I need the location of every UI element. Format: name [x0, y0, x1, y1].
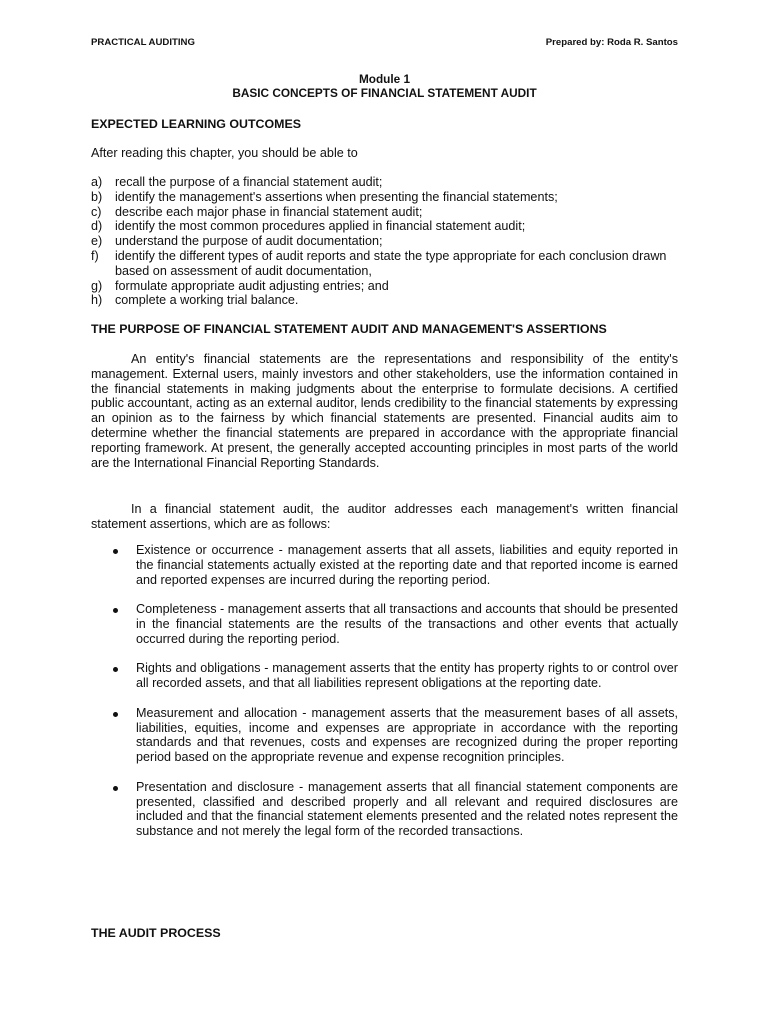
bullet-icon: [91, 602, 136, 646]
item-marker: d): [91, 219, 103, 234]
assertion-text: Existence or occurrence - management asserts that all assets, liabilities and equity reported in the financial statements actually existed at the reporting date and that reported income is earned and reported expenses are incurred during the reporting period.: [136, 543, 678, 587]
list-item: [91, 543, 678, 587]
item-marker: c): [91, 204, 102, 219]
item-text: recall the purpose of a financial statement audit;: [115, 175, 383, 189]
author-credit: Prepared by: Roda R. Santos: [545, 37, 678, 48]
list-item: [91, 279, 678, 294]
outcomes-intro: After reading this chapter, you should be able to: [91, 146, 358, 160]
item-text: understand the purpose of audit documentation;: [115, 234, 383, 249]
assertion-text: Completeness - management asserts that all transactions and accounts that should be presented in the financial statements are the results of the transactions and other events that actually occurred during the reporting period.: [136, 602, 678, 646]
module-number: Module 1: [358, 72, 411, 86]
list-item: [91, 602, 678, 646]
item-text: identify the most common procedures applied in financial statement audit;: [115, 219, 526, 234]
item-marker: f): [91, 248, 99, 263]
bullet-icon: [91, 661, 136, 691]
list-item: [91, 190, 678, 205]
list-item: [91, 219, 678, 234]
item-text: identify the management's assertions when presenting the financial statements;: [115, 189, 558, 204]
purpose-heading: THE PURPOSE OF FINANCIAL STATEMENT AUDIT AND MANAGEMENT'S ASSERTIONS: [91, 322, 607, 336]
item-marker: g): [91, 278, 103, 293]
bullet-icon: [91, 543, 136, 587]
bullet-icon: [91, 780, 136, 839]
list-item: [91, 175, 678, 190]
list-item: [91, 249, 678, 279]
list-item: [91, 205, 678, 220]
assertions-list: [91, 543, 678, 854]
assertion-text: Presentation and disclosure - management asserts that all financial statement components are presented, classified and described properly and all relevant and required disclosures are included and that the financial statement elements presented and the related notes represent the substance and not merely the legal form of the recorded transactions.: [136, 779, 678, 839]
assertion-text: Measurement and allocation - management asserts that the measurement bases of all assets, liabilities, equities, income and expenses are appropriate in accordance with the reporting standards and that revenues, costs and expenses are recognized during the proper reporting period based on the appropriate revenue and expense recognition principles.: [136, 705, 678, 765]
item-marker: h): [91, 293, 103, 308]
item-text: identify the different types of audit reports and state the type appropriate for each conclusion drawn based on assessment of audit documentation,: [115, 248, 667, 278]
module-title: BASIC CONCEPTS OF FINANCIAL STATEMENT AUDIT: [232, 86, 537, 100]
assertion-text: Rights and obligations - management asserts that the entity has property rights to or control over all recorded assets, and that all liabilities represent obligations at the reporting date.: [136, 661, 678, 691]
purpose-paragraph-1: An entity's financial statements are the representations and responsibility of the entity's management. External users, mainly investors and other stakeholders, use the information contained in the financial statements in making judgments about the enterprise to formulate decisions. A certified public accountant, acting as an external auditor, lends credibility to the financial statements by expressing an opinion as to the fairness by which financial statements are presented. Financial audits aim to determine whether the financial statements are prepared in accordance with the appropriate financial reporting framework. At present, the generally accepted accounting principles in most parts of the world are the International Financial Reporting Standards.: [91, 352, 678, 470]
purpose-paragraph-2: In a financial statement audit, the auditor addresses each management's written financial statement assertions, which are as follows:: [91, 502, 678, 531]
module-title-block: [91, 72, 678, 100]
item-text: complete a working trial balance.: [115, 293, 299, 308]
list-item: [91, 234, 678, 249]
outcomes-heading: EXPECTED LEARNING OUTCOMES: [91, 117, 301, 131]
audit-process-heading: THE AUDIT PROCESS: [91, 926, 221, 940]
item-marker: b): [91, 189, 103, 204]
bullet-icon: [91, 706, 136, 765]
list-item: [91, 661, 678, 691]
item-text: formulate appropriate audit adjusting entries; and: [115, 278, 389, 293]
item-text: describe each major phase in financial statement audit;: [115, 204, 423, 219]
list-item: [91, 293, 678, 308]
list-item: [91, 706, 678, 765]
outcomes-list: [91, 175, 678, 308]
course-title: PRACTICAL AUDITING: [91, 37, 195, 48]
list-item: [91, 780, 678, 839]
item-marker: e): [91, 234, 103, 249]
item-marker: a): [91, 175, 103, 189]
